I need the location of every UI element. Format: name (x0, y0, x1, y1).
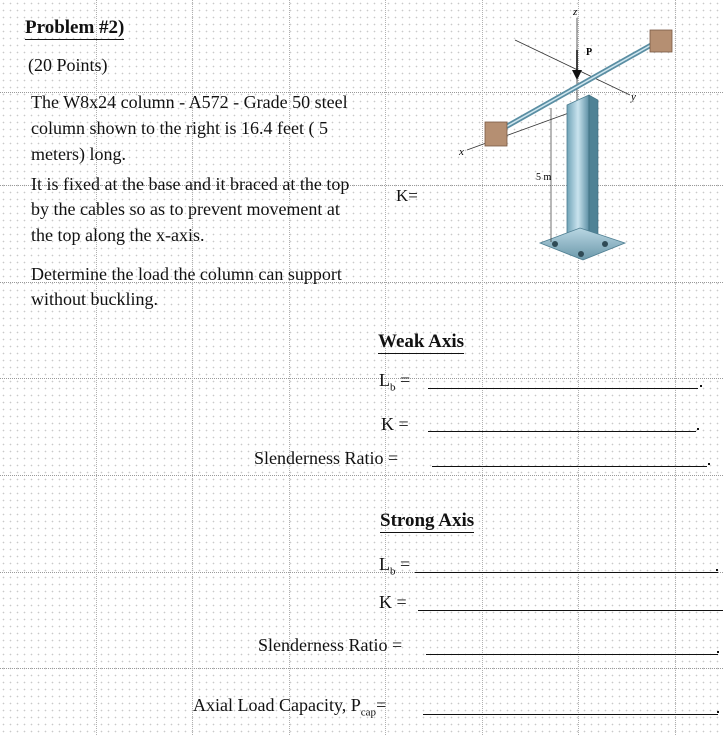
line-end-dot (717, 711, 719, 713)
grid-line (0, 475, 723, 476)
fixed-line-2: by the cables so as to prevent movement at (31, 199, 340, 219)
anchor-bolt (552, 241, 558, 247)
strong-slenderness-answer-field[interactable] (426, 654, 718, 655)
strong-slenderness-label: Slenderness Ratio = (258, 635, 403, 655)
line-end-dot (697, 428, 699, 430)
line-end-dot (716, 569, 718, 571)
description-line-2: column shown to the right is 16.4 feet ( 5 (31, 118, 328, 138)
x-axis-label: x (459, 146, 464, 158)
fixed-line-1: It is fixed at the base and it braced at the top (31, 174, 350, 194)
load-label: P (586, 47, 593, 58)
weak-lb-answer-field[interactable] (428, 388, 698, 389)
problem-points: (20 Points) (28, 55, 108, 75)
weak-lb-label: $L_b$ = (379, 370, 411, 394)
anchor-bolt (602, 241, 608, 247)
length-label: 5 m (536, 172, 552, 183)
description-line-1: The W8x24 column - A572 - Grade 50 steel (31, 92, 348, 112)
line-end-dot (700, 385, 702, 387)
column-figure (455, 0, 723, 270)
strong-lb-label: $L_b$ = (379, 554, 411, 578)
column-flange (567, 95, 589, 248)
determine-line-1: Determine the load the column can support (31, 264, 342, 284)
z-axis-label: z (573, 6, 578, 18)
anchor-bolt (578, 251, 584, 257)
capacity-answer-field[interactable] (423, 714, 718, 715)
capacity-label: Axial Load Capacity, $P_{cap}=$ (193, 695, 387, 719)
line-end-dot (717, 651, 719, 653)
strong-lb-answer-field[interactable] (415, 572, 718, 573)
weak-k-answer-field[interactable] (428, 431, 696, 432)
left-anchor (485, 122, 507, 146)
column-web (589, 95, 598, 240)
grid-line (385, 0, 386, 735)
grid-line (0, 668, 723, 669)
strong-k-label: K = (379, 592, 407, 612)
grid-line (0, 378, 723, 379)
problem-title: Problem #2) (25, 17, 125, 38)
load-arrow-head (572, 70, 582, 80)
weak-slenderness-answer-field[interactable] (432, 466, 707, 467)
strong-k-answer-field[interactable] (418, 610, 723, 611)
y-axis-label: y (631, 91, 636, 103)
weak-axis-heading: Weak Axis (378, 331, 465, 352)
strong-axis-heading: Strong Axis (380, 510, 475, 531)
right-anchor (650, 30, 672, 52)
fixed-line-3: the top along the x-axis. (31, 225, 205, 245)
weak-slenderness-label: Slenderness Ratio = (254, 448, 399, 468)
determine-line-2: without buckling. (31, 289, 158, 309)
weak-k-label: K = (381, 414, 409, 434)
description-line-3: meters) long. (31, 144, 126, 164)
overlap-k-label: K= (396, 186, 418, 205)
line-end-dot (708, 463, 710, 465)
